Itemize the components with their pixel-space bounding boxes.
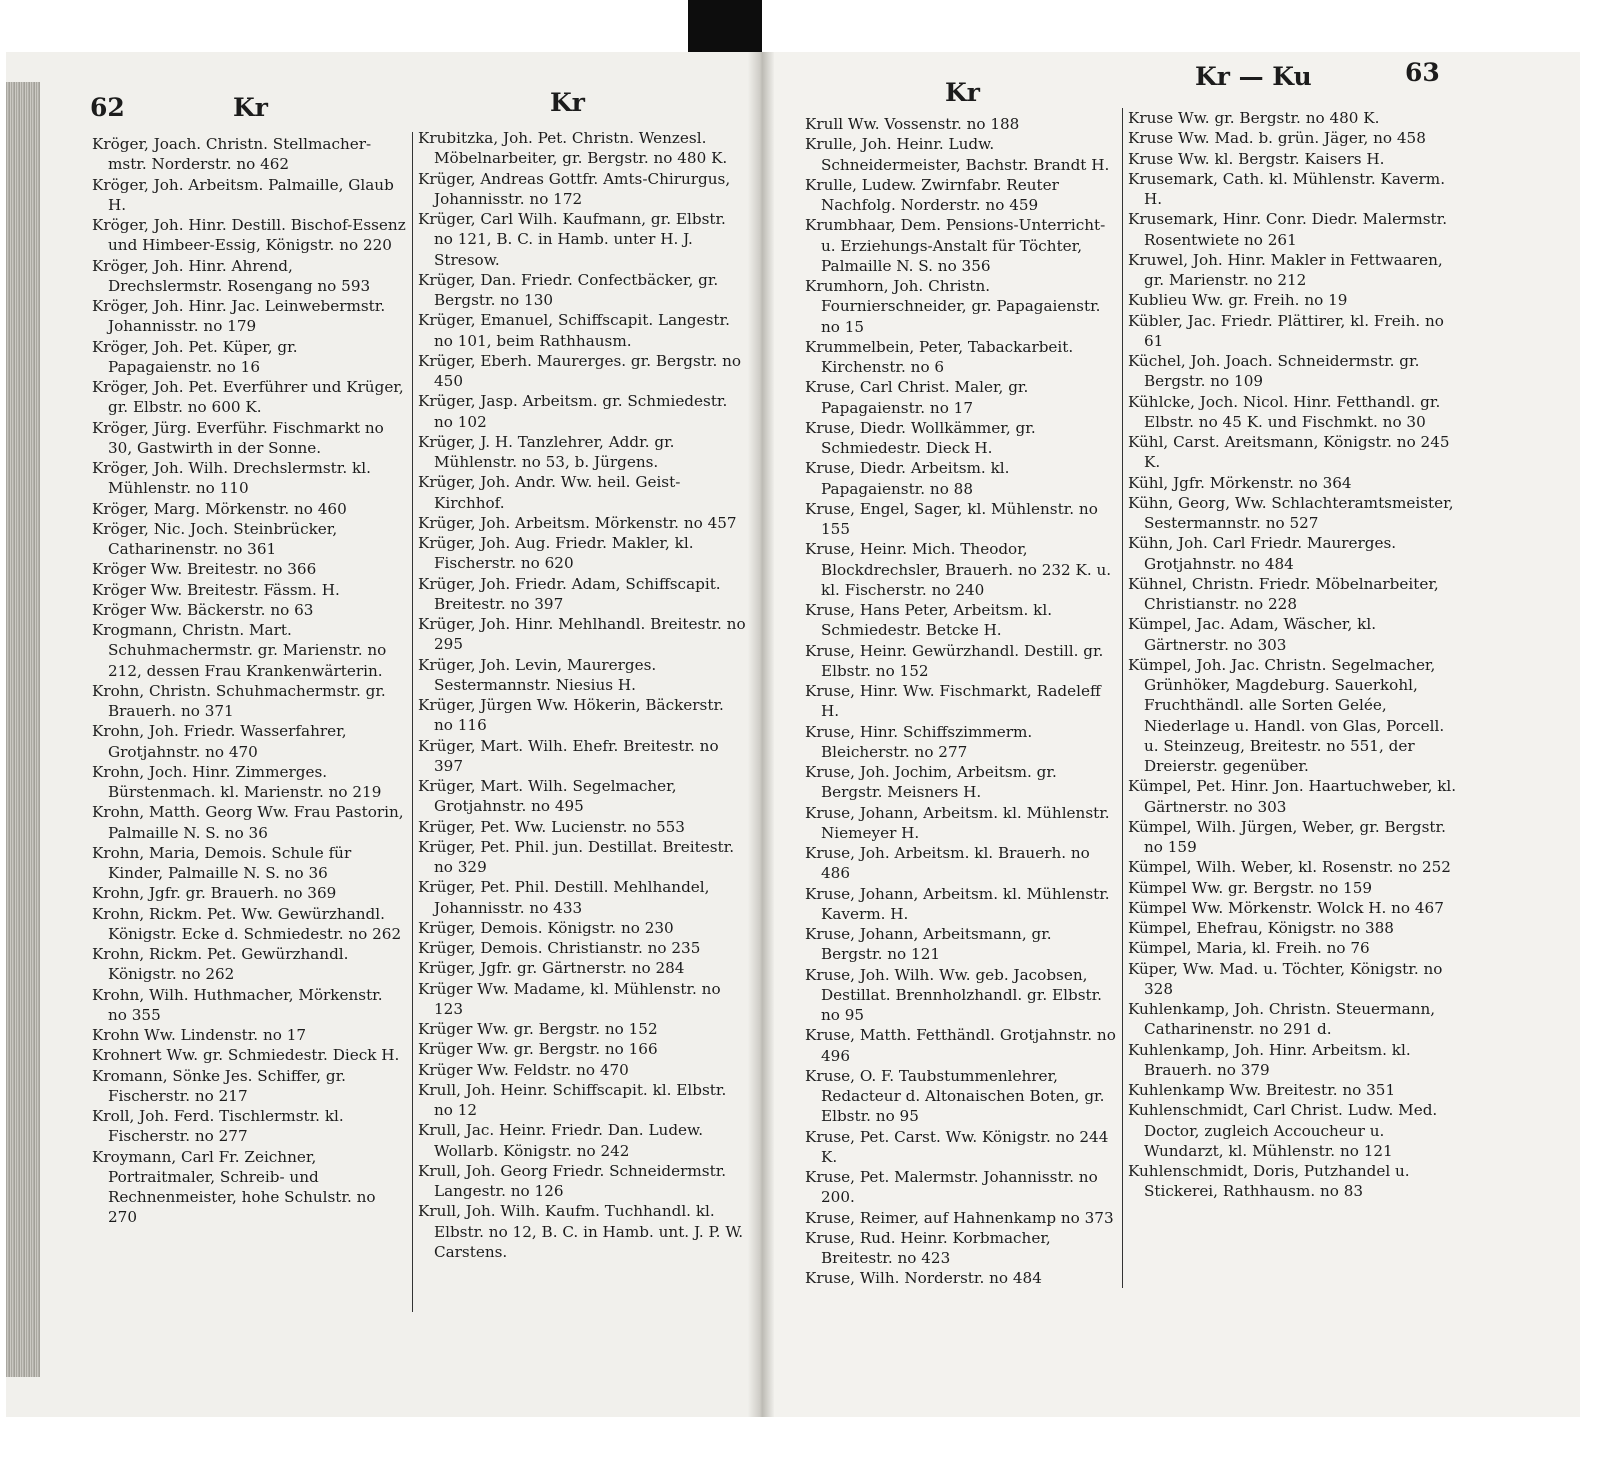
left-page-column-rule: [412, 132, 413, 1312]
directory-entry: Kümpel, Ehefrau, Königstr. no 388: [1128, 919, 1394, 937]
directory-entry: Kröger, Joh. Arbeitsm. Palmaille, Glaub H.: [92, 175, 394, 214]
directory-entry: Kümpel Ww. gr. Bergstr. no 159: [1128, 878, 1373, 897]
left-page-header-right: Kr: [550, 88, 585, 117]
directory-entry: Krulle, Ludew. Zwirnfabr. Reuter Nachfolg. Norderstr. no 459: [805, 175, 1059, 214]
directory-entry: Kruse, Joh. Wilh. Ww. geb. Jacobsen, Destillat. Brennholzhandl. gr. Elbstr. no 95: [805, 965, 1103, 1024]
directory-entry: Kruse, Hinr. Schiffszimmerm. Bleicherstr. no 277: [805, 722, 1033, 761]
directory-entry: Krüger Ww. Feldstr. no 470: [418, 1060, 629, 1079]
directory-entry: Kühlcke, Joch. Nicol. Hinr. Fetthandl. gr. Elbstr. no 45 K. und Fischmkt. no 30: [1128, 392, 1441, 431]
directory-entry: Krohn Ww. Lindenstr. no 17: [92, 1026, 307, 1044]
directory-entry: Krusemark, Cath. kl. Mühlenstr. Kaverm. H.: [1128, 169, 1446, 208]
directory-entry: Krüger, Emanuel, Schiffscapit. Langestr. no 101, beim Rathhausm.: [418, 311, 730, 350]
directory-entry: Krüger, Joh. Hinr. Mehlhandl. Breitestr. no 295: [418, 615, 746, 654]
directory-entry: Kruse, Joh. Arbeitsm. kl. Brauerh. no 486: [805, 844, 1090, 883]
directory-entry: Krüger, Joh. Friedr. Adam, Schiffscapit. Breitestr. no 397: [418, 574, 721, 613]
directory-entry: Krüger, Pet. Ww. Lucienstr. no 553: [418, 817, 685, 836]
directory-entry: Kruse, Johann, Arbeitsmann, gr. Bergstr. no 121: [805, 925, 1052, 964]
directory-entry: Kruse, Rud. Heinr. Korbmacher, Breitestr. no 423: [805, 1228, 1051, 1267]
right-page-column-rule: [1122, 108, 1123, 1288]
directory-entry: Krüger, Jürgen Ww. Hökerin, Bäckerstr. no 116: [418, 696, 724, 735]
right-page-header-right: Kr — Ku: [1195, 62, 1312, 91]
directory-entry: Kröger Ww. Breitestr. no 366: [92, 560, 317, 579]
directory-entry: Krüger, Pet. Phil. Destill. Mehlhandel, Johannisstr. no 433: [418, 878, 710, 917]
directory-entry: Krüger, Eberh. Maurerges. gr. Bergstr. no 450: [418, 351, 742, 390]
directory-entry: Krüger Ww. gr. Bergstr. no 166: [418, 1040, 658, 1059]
directory-entry: Kruse, Heinr. Mich. Theodor, Blockdrechsler, Brauerh. no 232 K. u. kl. Fischerstr. no 240: [805, 540, 1112, 599]
directory-entry: Krull, Joh. Heinr. Schiffscapit. kl. Elbstr. no 12: [418, 1080, 727, 1119]
directory-entry: Kroymann, Carl Fr. Zeichner, Portraitmaler, Schreib- und Rechnenmeister, hohe Schulstr. no 270: [92, 1147, 376, 1227]
directory-entry: Krüger, Mart. Wilh. Ehefr. Breitestr. no 397: [418, 736, 719, 775]
directory-entry: Kümpel, Wilh. Weber, kl. Rosenstr. no 252: [1128, 858, 1451, 877]
directory-entry: Krull Ww. Vossenstr. no 188: [805, 115, 1020, 133]
directory-entry: Krusemark, Hinr. Conr. Diedr. Malermstr. Rosentwiete no 261: [1128, 210, 1448, 249]
directory-entry: Krohn, Matth. Georg Ww. Frau Pastorin, Palmaille N. S. no 36: [92, 803, 404, 842]
directory-entry: Krüger, Joh. Andr. Ww. heil. Geist-Kirchhof.: [418, 473, 681, 512]
page-edges: [6, 82, 40, 1377]
directory-entry: Krohn, Rickm. Pet. Ww. Gewürzhandl. Königstr. Ecke d. Schmiedestr. no 262: [92, 904, 402, 943]
directory-entry: Krogmann, Christn. Mart. Schuhmachermstr. gr. Marienstr. no 212, dessen Frau Krankenwärterin.: [92, 621, 387, 680]
directory-entry: Kröger, Joach. Christn. Stellmacher-mstr. Norderstr. no 462: [92, 135, 372, 174]
directory-entry: Kühl, Jgfr. Mörkenstr. no 364: [1128, 473, 1352, 492]
directory-entry: Kublieu Ww. gr. Freih. no 19: [1128, 291, 1348, 310]
directory-entry: Krull, Joh. Georg Friedr. Schneidermstr. Langestr. no 126: [418, 1161, 727, 1200]
directory-entry: Kühn, Georg, Ww. Schlachteramtsmeister, Sestermannstr. no 527: [1128, 493, 1454, 532]
directory-entry: Krüger, Joh. Aug. Friedr. Makler, kl. Fischerstr. no 620: [418, 534, 694, 573]
directory-entry: Kuhlenkamp, Joh. Hinr. Arbeitsm. kl. Brauerh. no 379: [1128, 1040, 1411, 1079]
directory-entry: Krüger, Joh. Levin, Maurerges. Sestermannstr. Niesius H.: [418, 655, 657, 694]
directory-entry: Kümpel, Joh. Jac. Christn. Segelmacher, Grünhöker, Magdeburg. Sauerkohl, Fruchthändl. alle Sorten Gelée, Niederlage u. Handl. von Glas, Porcell. u. Steinzeug, Breitestr. no 551, der Dreierstr. gegenüber.: [1128, 655, 1445, 775]
directory-entry: Kümpel, Pet. Hinr. Jon. Haartuchweber, kl. Gärtnerstr. no 303: [1128, 777, 1457, 816]
directory-entry: Kruse Ww. kl. Bergstr. Kaisers H.: [1128, 149, 1385, 168]
directory-entry: Krull, Jac. Heinr. Friedr. Dan. Ludew. Wollarb. Königstr. no 242: [418, 1121, 704, 1160]
directory-entry: Krüger Ww. gr. Bergstr. no 152: [418, 1020, 658, 1038]
directory-entry: Krüger, Mart. Wilh. Segelmacher, Grotjahnstr. no 495: [418, 777, 677, 816]
directory-entry: Kruse, Diedr. Arbeitsm. kl. Papagaienstr. no 88: [805, 459, 1010, 498]
directory-entry: Kröger, Joh. Hinr. Ahrend, Drechslermstr. Rosengang no 593: [92, 256, 371, 295]
directory-entry: Kuhlenschmidt, Doris, Putzhandel u. Stickerei, Rathhausm. no 83: [1128, 1162, 1410, 1201]
left-page-column-2: [418, 128, 746, 1323]
directory-entry: Kruse, Johann, Arbeitsm. kl. Mühlenstr. Kaverm. H.: [805, 884, 1110, 923]
directory-entry: Krull, Joh. Wilh. Kaufm. Tuchhandl. kl. Elbstr. no 12, B. C. in Hamb. unt. J. P. W. Carstens.: [418, 1202, 744, 1261]
directory-entry: Kröger, Joh. Hinr. Jac. Leinwebermstr. Johannisstr. no 179: [92, 297, 386, 336]
directory-entry: Kuhlenschmidt, Carl Christ. Ludw. Med. Doctor, zugleich Accoucheur u. Wundarzt, kl. Mühlenstr. no 121: [1128, 1101, 1438, 1160]
directory-entry: Kröger, Nic. Joch. Steinbrücker, Catharinenstr. no 361: [92, 519, 338, 558]
directory-entry: Kruwel, Joh. Hinr. Makler in Fettwaaren, gr. Marienstr. no 212: [1128, 250, 1443, 289]
directory-entry: Kröger, Joh. Pet. Küper, gr. Papagaienstr. no 16: [92, 337, 298, 376]
directory-entry: Krüger, Demois. Königstr. no 230: [418, 918, 674, 937]
directory-entry: Krüger, J. H. Tanzlehrer, Addr. gr. Mühlenstr. no 53, b. Jürgens.: [418, 432, 675, 471]
directory-entry: Kröger, Marg. Mörkenstr. no 460: [92, 499, 347, 518]
directory-entry: Krumbhaar, Dem. Pensions-Unterricht- u. Erziehungs-Anstalt für Töchter, Palmaille N. S. no 356: [805, 216, 1106, 275]
directory-entry: Krohnert Ww. gr. Schmiedestr. Dieck H.: [92, 1046, 400, 1065]
directory-entry: Kübler, Jac. Friedr. Plättirer, kl. Freih. no 61: [1128, 311, 1444, 350]
directory-entry: Krüger, Andreas Gottfr. Amts-Chirurgus, Johannisstr. no 172: [418, 169, 731, 208]
directory-entry: Kröger Ww. Breitestr. Fässm. H.: [92, 580, 340, 599]
directory-entry: Küper, Ww. Mad. u. Töchter, Königstr. no 328: [1128, 959, 1443, 998]
left-page-column-1: [92, 134, 406, 1329]
directory-entry: Kröger, Joh. Wilh. Drechslermstr. kl. Mühlenstr. no 110: [92, 459, 371, 498]
directory-entry: Krohn, Maria, Demois. Schule für Kinder, Palmaille N. S. no 36: [92, 843, 352, 882]
right-page-header-left: Kr: [945, 78, 980, 107]
directory-entry: Krohn, Christn. Schuhmachermstr. gr. Brauerh. no 371: [92, 681, 386, 720]
directory-entry: Kruse, Hinr. Ww. Fischmarkt, Radeleff H.: [805, 682, 1101, 721]
directory-entry: Kruse, Pet. Carst. Ww. Königstr. no 244 K.: [805, 1127, 1109, 1166]
right-page-column-1: [805, 114, 1117, 1309]
directory-entry: Kröger, Joh. Pet. Everführer und Krüger, gr. Elbstr. no 600 K.: [92, 378, 404, 417]
left-page-header-left: Kr: [233, 93, 268, 122]
directory-entry: Kruse, Wilh. Norderstr. no 484: [805, 1269, 1042, 1288]
directory-entry: Kröger, Joh. Hinr. Destill. Bischof-Essenz und Himbeer-Essig, Königstr. no 220: [92, 216, 406, 255]
directory-entry: Kruse Ww. gr. Bergstr. no 480 K.: [1128, 109, 1380, 127]
directory-entry: Krüger, Pet. Phil. jun. Destillat. Breitestr. no 329: [418, 837, 735, 876]
directory-entry: Kümpel Ww. Mörkenstr. Wolck H. no 467: [1128, 898, 1444, 917]
directory-entry: Krummelbein, Peter, Tabackarbeit. Kirchenstr. no 6: [805, 337, 1074, 376]
directory-entry: Kruse Ww. Mad. b. grün. Jäger, no 458: [1128, 129, 1426, 148]
directory-entry: Kühn, Joh. Carl Friedr. Maurerges. Grotjahnstr. no 484: [1128, 534, 1397, 573]
directory-entry: Krüger, Demois. Christianstr. no 235: [418, 939, 701, 957]
directory-entry: Kuhlenkamp Ww. Breitestr. no 351: [1128, 1081, 1396, 1099]
directory-entry: Kruse, Reimer, auf Hahnenkamp no 373: [805, 1208, 1114, 1227]
right-page-number: 63: [1405, 58, 1440, 87]
directory-entry: Kühnel, Christn. Friedr. Möbelnarbeiter, Christianstr. no 228: [1128, 574, 1439, 613]
directory-entry: Kuhlenkamp, Joh. Christn. Steuermann, Catharinenstr. no 291 d.: [1128, 1000, 1436, 1039]
right-page-column-2: [1128, 108, 1462, 1303]
directory-entry: Kruse, Pet. Malermstr. Johannisstr. no 200.: [805, 1168, 1098, 1207]
directory-entry: Krohn, Joh. Friedr. Wasserfahrer, Grotjahnstr. no 470: [92, 722, 347, 761]
directory-entry: Krohn, Joch. Hinr. Zimmerges. Bürstenmach. kl. Marienstr. no 219: [92, 762, 382, 801]
directory-entry: Krüger, Jasp. Arbeitsm. gr. Schmiedestr. no 102: [418, 392, 728, 431]
directory-entry: Kruse, Johann, Arbeitsm. kl. Mühlenstr. Niemeyer H.: [805, 803, 1110, 842]
directory-entry: Kühl, Carst. Areitsmann, Königstr. no 245 K.: [1128, 433, 1450, 472]
book-spine: [688, 0, 762, 52]
directory-entry: Krüger Ww. Madame, kl. Mühlenstr. no 123: [418, 979, 721, 1018]
directory-entry: Kruse, Carl Christ. Maler, gr. Papagaienstr. no 17: [805, 378, 1029, 417]
directory-entry: Krohn, Wilh. Huthmacher, Mörkenstr. no 355: [92, 985, 383, 1024]
directory-entry: Kruse, Heinr. Gewürzhandl. Destill. gr. Elbstr. no 152: [805, 641, 1104, 680]
directory-entry: Kümpel, Wilh. Jürgen, Weber, gr. Bergstr. no 159: [1128, 817, 1446, 856]
directory-entry: Krumhorn, Joh. Christn. Fournierschneider, gr. Papagaienstr. no 15: [805, 277, 1101, 336]
directory-entry: Kruse, Joh. Jochim, Arbeitsm. gr. Bergstr. Meisners H.: [805, 763, 1057, 802]
directory-entry: Kümpel, Maria, kl. Freih. no 76: [1128, 939, 1370, 958]
directory-entry: Kröger Ww. Bäckerstr. no 63: [92, 600, 314, 619]
directory-entry: Krüger, Dan. Friedr. Confectbäcker, gr. Bergstr. no 130: [418, 270, 719, 309]
directory-entry: Krubitzka, Joh. Pet. Christn. Wenzesl. Möbelnarbeiter, gr. Bergstr. no 480 K.: [418, 129, 728, 168]
directory-entry: Kümpel, Jac. Adam, Wäscher, kl. Gärtnerstr. no 303: [1128, 615, 1377, 654]
directory-entry: Kruse, O. F. Taubstummenlehrer, Redacteur d. Altonaischen Boten, gr. Elbstr. no 95: [805, 1066, 1105, 1126]
directory-entry: Krohn, Rickm. Pet. Gewürzhandl. Königstr. no 262: [92, 945, 349, 984]
directory-entry: Krulle, Joh. Heinr. Ludw. Schneidermeister, Bachstr. Brandt H.: [805, 135, 1110, 174]
directory-entry: Kroll, Joh. Ferd. Tischlermstr. kl. Fischerstr. no 277: [92, 1107, 344, 1146]
directory-entry: Küchel, Joh. Joach. Schneidermstr. gr. Bergstr. no 109: [1128, 352, 1420, 391]
gutter-shadow: [748, 52, 774, 1417]
directory-entry: Krüger, Jgfr. gr. Gärtnerstr. no 284: [418, 959, 685, 978]
directory-entry: Krüger, Joh. Arbeitsm. Mörkenstr. no 457: [418, 513, 737, 532]
directory-entry: Kruse, Engel, Sager, kl. Mühlenstr. no 155: [805, 499, 1098, 538]
directory-entry: Kruse, Matth. Fetthändl. Grotjahnstr. no 496: [805, 1026, 1116, 1065]
left-page-number: 62: [90, 93, 125, 122]
directory-entry: Kruse, Diedr. Wollkämmer, gr. Schmiedestr. Dieck H.: [805, 418, 1036, 457]
directory-entry: Kruse, Hans Peter, Arbeitsm. kl. Schmiedestr. Betcke H.: [805, 601, 1053, 640]
directory-entry: Kröger, Jürg. Everführ. Fischmarkt no 30, Gastwirth in der Sonne.: [92, 418, 384, 457]
directory-entry: Krüger, Carl Wilh. Kaufmann, gr. Elbstr. no 121, B. C. in Hamb. unter H. J. Stresow.: [418, 210, 726, 269]
directory-entry: Krohn, Jgfr. gr. Brauerh. no 369: [92, 884, 337, 903]
directory-entry: Kromann, Sönke Jes. Schiffer, gr. Fischerstr. no 217: [92, 1066, 347, 1105]
